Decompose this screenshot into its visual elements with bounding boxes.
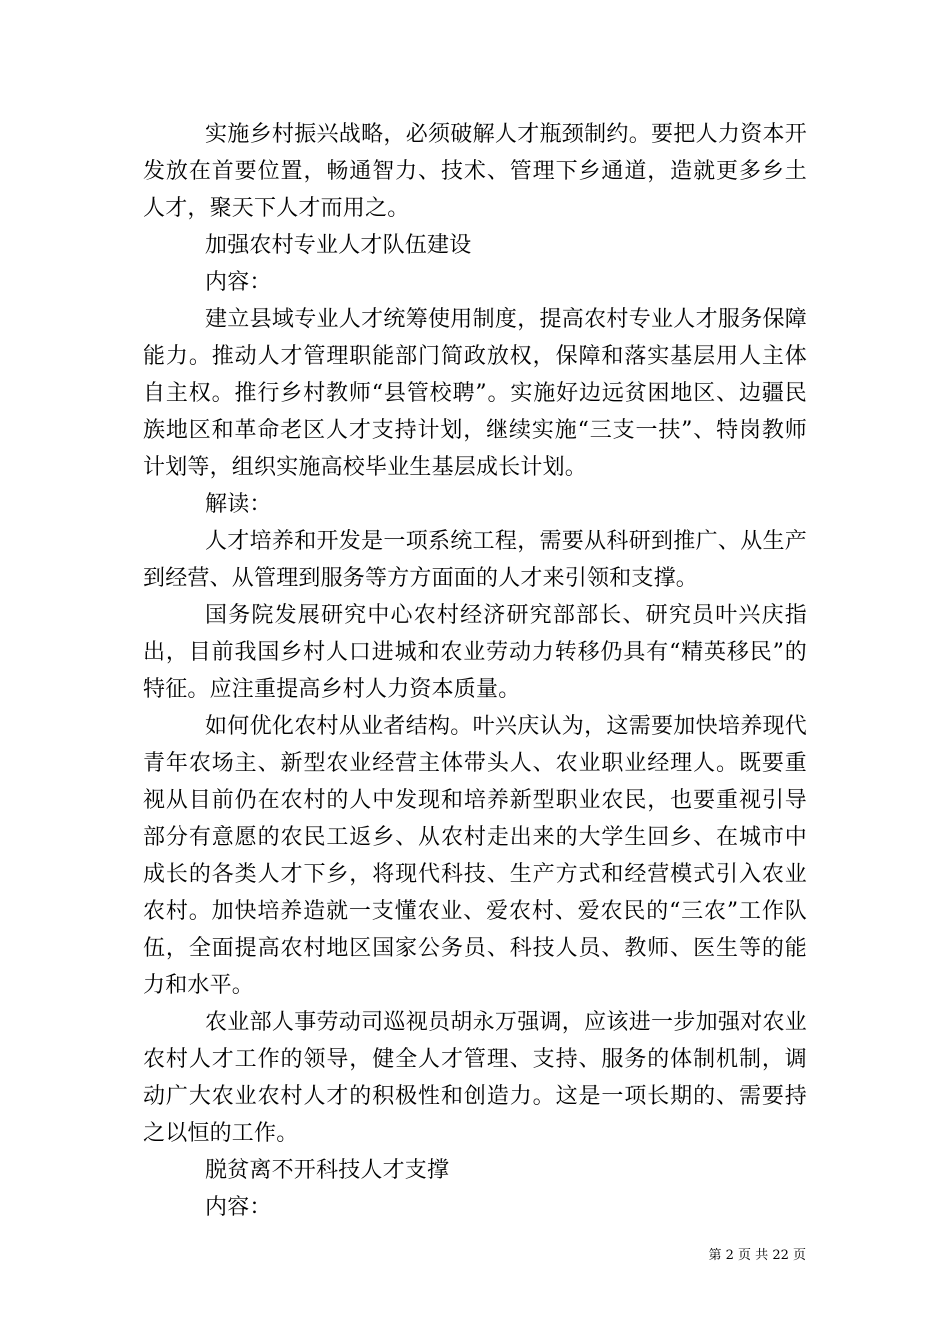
- content-label-2: 内容：: [205, 1195, 272, 1220]
- paragraph-intro: 实施乡村振兴战略，必须破解人才瓶颈制约。要把人力资本开发放在首要位置，畅通智力、技术、管理下乡通道，造就更多乡土人才，聚天下人才而用之。: [143, 122, 807, 221]
- paragraph-interpretation-1: 人才培养和开发是一项系统工程，需要从科研到推广、从生产到经营、从管理到服务等方方面面的人才来引领和支撑。: [143, 529, 807, 591]
- paragraph-interpretation-2: 国务院发展研究中心农村经济研究部部长、研究员叶兴庆指出，目前我国乡村人口进城和农业劳动力转移仍具有“精英移民”的特征。应注重提高乡村人力资本质量。: [143, 603, 807, 702]
- section-heading-professional-talent: 加强农村专业人才队伍建设: [205, 233, 472, 258]
- paragraph-interpretation-4: 农业部人事劳动司巡视员胡永万强调，应该进一步加强对农业农村人才工作的领导，健全人才管理、支持、服务的体制机制，调动广大农业农村人才的积极性和创造力。这是一项长期的、需要持之以恒的工作。: [143, 1010, 807, 1146]
- section-heading-tech-talent: 脱贫离不开科技人才支撑: [205, 1158, 450, 1183]
- paragraph-interpretation-3: 如何优化农村从业者结构。叶兴庆认为，这需要加快培养现代青年农场主、新型农业经营主体带头人、农业职业经理人。既要重视从目前仍在农村的人中发现和培养新型职业农民，也要重视引导部分有意愿的农民工返乡、从农村走出来的大学生回乡、在城市中成长的各类人才下乡，将现代科技、生产方式和经营模式引入农业农村。加快培养造就一支懂农业、爱农村、爱农民的“三农”工作队伍，全面提高农村地区国家公务员、科技人员、教师、医生等的能力和水平。: [143, 714, 807, 998]
- content-label: 内容：: [205, 270, 272, 295]
- document-body: [143, 116, 807, 1226]
- paragraph-content-1: 建立县域专业人才统筹使用制度，提高农村专业人才服务保障能力。推动人才管理职能部门简政放权，保障和落实基层用人主体自主权。推行乡村教师“县管校聘”。实施好边远贫困地区、边疆民族地区和革命老区人才支持计划，继续实施“三支一扶”、特岗教师计划等，组织实施高校毕业生基层成长计划。: [143, 307, 807, 480]
- interpretation-label: 解读：: [205, 492, 272, 517]
- page-number-footer: 第 2 页 共 22 页: [708, 1248, 806, 1263]
